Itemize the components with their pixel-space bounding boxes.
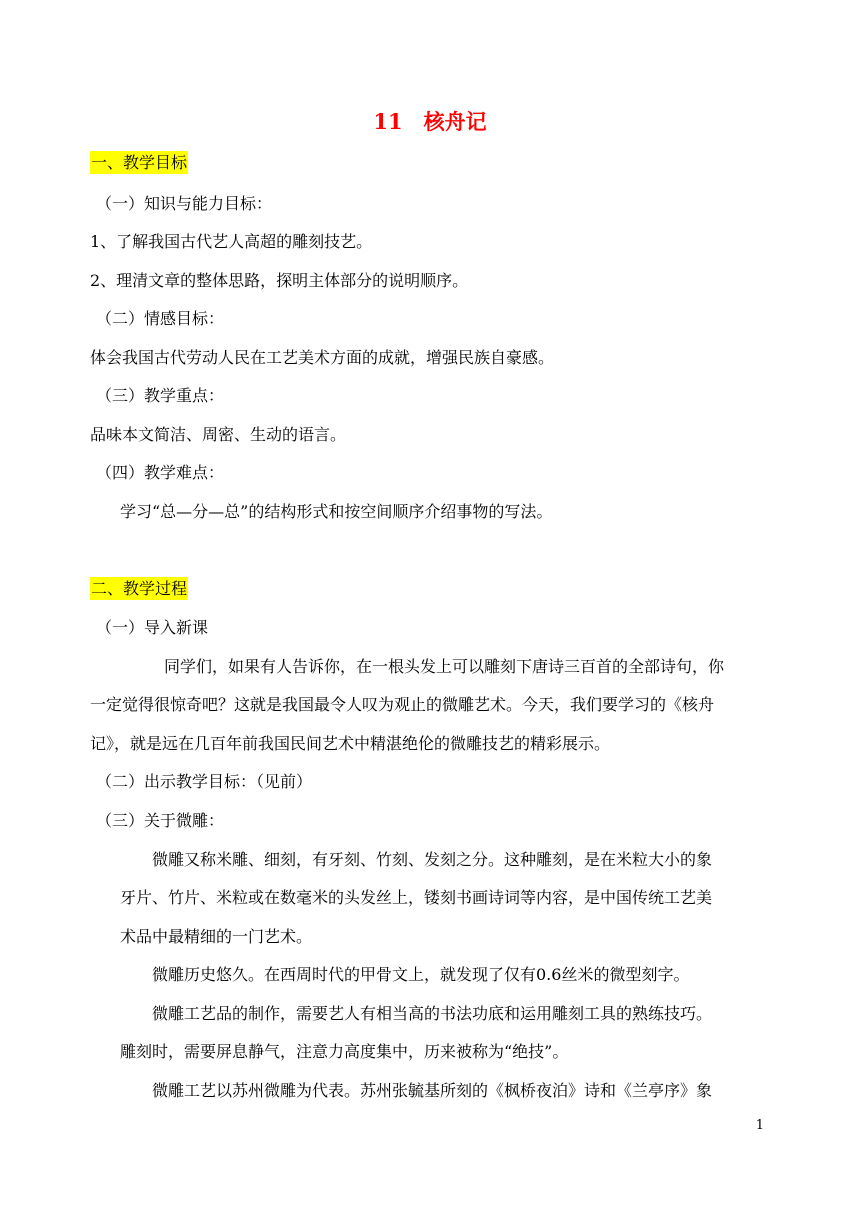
subheading-about-microcarving: （三）关于微雕：	[96, 811, 225, 830]
difficulties-text: 学习“总—分—总”的结构形式和按空间顺序介绍事物的写法。	[120, 502, 553, 521]
emotion-goal-text: 体会我国古代劳动人民在工艺美术方面的成就，增强民族自豪感。	[90, 348, 555, 367]
microcarving-paragraph-line: 牙片、竹片、米粒或在数毫米的头发丝上，镂刻书画诗词等内容，是中国传统工艺美	[120, 888, 713, 907]
subheading-emotion-goals: （二）情感目标：	[96, 309, 225, 328]
subheading-show-goals: （二）出示教学目标：（见前）	[96, 772, 313, 791]
suzhou-paragraph-line: 微雕工艺以苏州微雕为代表。苏州张毓基所刻的《枫桥夜泊》诗和《兰亭序》象	[152, 1081, 713, 1100]
page-number: 1	[755, 1118, 764, 1133]
section-heading-teaching-process	[90, 578, 772, 600]
subheading-difficulties: （四）教学难点：	[96, 463, 225, 482]
section-heading-teaching-goals	[90, 152, 772, 174]
craft-paragraph-line: 雕刻时，需要屏息静气，注意力高度集中，历来被称为“绝技”。	[120, 1042, 569, 1061]
subheading-knowledge-goals: （一）知识与能力目标：	[96, 194, 273, 213]
microcarving-paragraph-line: 术品中最精细的一门艺术。	[120, 927, 313, 946]
subheading-introduction: （一）导入新课	[96, 618, 209, 637]
craft-paragraph-line: 微雕工艺品的制作，需要艺人有相当高的书法功底和运用雕刻工具的熟练技巧。	[152, 1004, 713, 1023]
microcarving-paragraph-line: 微雕又称米雕、细刻，有牙刻、竹刻、发刻之分。这种雕刻，是在米粒大小的象	[152, 850, 713, 869]
key-points-text: 品味本文简洁、周密、生动的语言。	[90, 425, 347, 444]
section-heading-text: 一、教学目标	[91, 153, 188, 172]
goal-item-1: 1、了解我国古代艺人高超的雕刻技艺。	[90, 232, 373, 251]
page-title: 11 核舟记	[373, 109, 487, 134]
goal-item-2: 2、理清文章的整体思路，探明主体部分的说明顺序。	[90, 271, 469, 290]
subheading-key-points: （三）教学重点：	[96, 386, 225, 405]
intro-paragraph-line: 同学们，如果有人告诉你，在一根头发上可以雕刻下唐诗三百首的全部诗句，你	[164, 657, 725, 676]
intro-paragraph-line: 一定觉得很惊奇吧？这就是我国最令人叹为观止的微雕艺术。今天，我们要学习的《核舟	[90, 695, 715, 714]
history-paragraph: 微雕历史悠久。在西周时代的甲骨文上，就发现了仅有0.6丝米的微型刻字。	[152, 965, 690, 984]
section-heading-text: 二、教学过程	[91, 579, 188, 598]
intro-paragraph-line: 记》，就是远在几百年前我国民间艺术中精湛绝伦的微雕技艺的精彩展示。	[90, 734, 611, 753]
